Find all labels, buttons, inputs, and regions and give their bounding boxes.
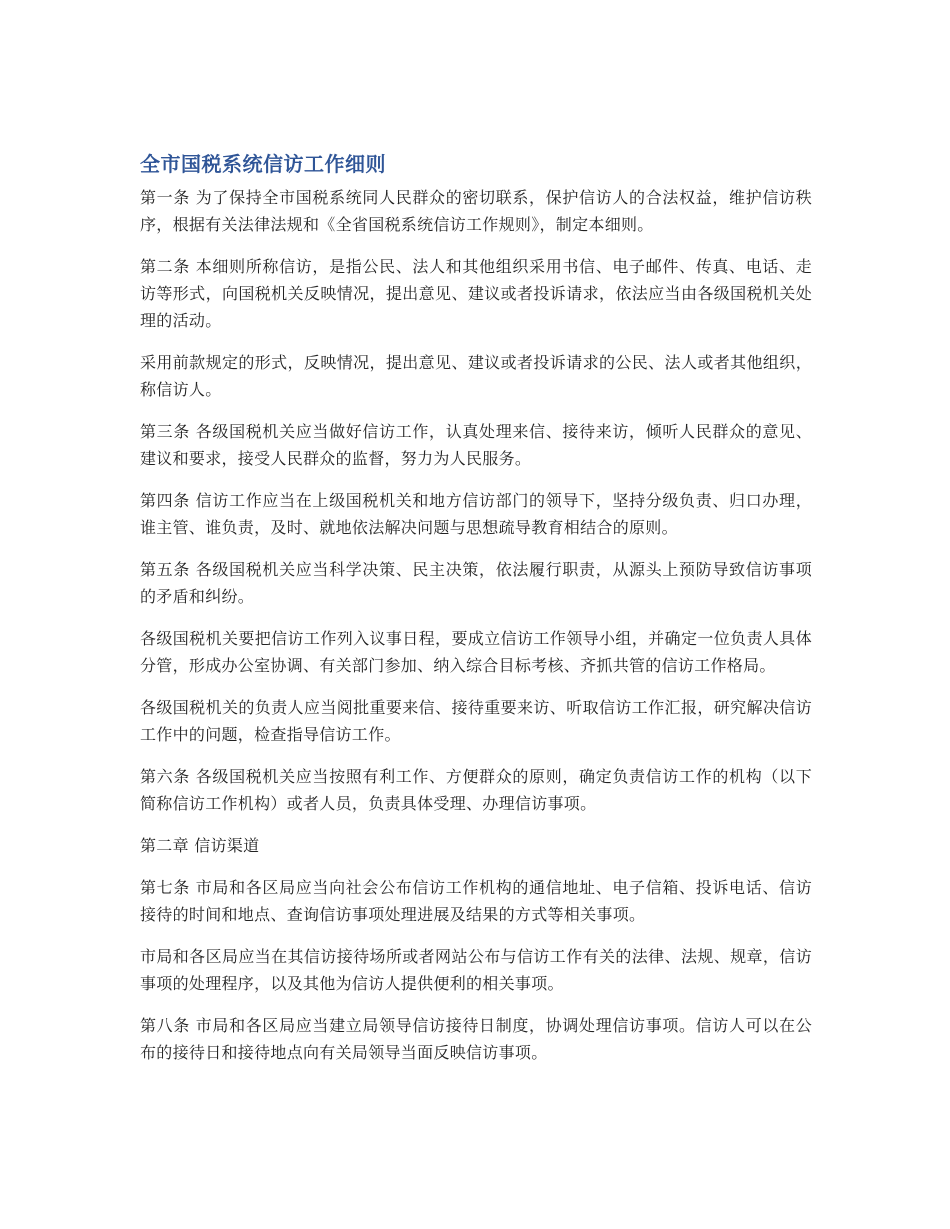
paragraph-article-8: 第八条 市局和各区局应当建立局领导信访接待日制度，协调处理信访事项。信访人可以在公布的接待日和接待地点向有关局领导当面反映信访事项。 bbox=[140, 1016, 812, 1062]
paragraph-article-5: 第五条 各级国税机关应当科学决策、民主决策，依法履行职责，从源头上预防导致信访事项的矛盾和纠纷。 bbox=[140, 560, 812, 606]
paragraph-article-5-clause-3: 各级国税机关的负责人应当阅批重要来信、接待重要来访、听取信访工作汇报，研究解决信访工作中的问题，检查指导信访工作。 bbox=[140, 698, 812, 744]
paragraph-article-5-clause-2: 各级国税机关要把信访工作列入议事日程，要成立信访工作领导小组，并确定一位负责人具体分管，形成办公室协调、有关部门参加、纳入综合目标考核、齐抓共管的信访工作格局。 bbox=[140, 629, 812, 675]
paragraph-article-7: 第七条 市局和各区局应当向社会公布信访工作机构的通信地址、电子信箱、投诉电话、信访接待的时间和地点、查询信访事项处理进展及结果的方式等相关事项。 bbox=[140, 878, 812, 924]
paragraph-article-1: 第一条 为了保持全市国税系统同人民群众的密切联系，保护信访人的合法权益，维护信访秩序，根据有关法律法规和《全省国税系统信访工作规则》，制定本细则。 bbox=[140, 188, 812, 234]
document-title: 全市国税系统信访工作细则 bbox=[140, 152, 386, 176]
document-page bbox=[140, 150, 812, 1081]
paragraph-article-6: 第六条 各级国税机关应当按照有利工作、方便群众的原则，确定负责信访工作的机构（以下简称信访工作机构）或者人员，负责具体受理、办理信访事项。 bbox=[140, 767, 812, 813]
paragraph-article-3: 第三条 各级国税机关应当做好信访工作，认真处理来信、接待来访，倾听人民群众的意见、建议和要求，接受人民群众的监督，努力为人民服务。 bbox=[140, 422, 812, 468]
chapter-heading: 第二章 信访渠道 bbox=[140, 836, 260, 855]
paragraph-article-4: 第四条 信访工作应当在上级国税机关和地方信访部门的领导下，坚持分级负责、归口办理，谁主管、谁负责，及时、就地依法解决问题与思想疏导教育相结合的原则。 bbox=[140, 491, 812, 537]
paragraph-article-2: 第二条 本细则所称信访，是指公民、法人和其他组织采用书信、电子邮件、传真、电话、走访等形式，向国税机关反映情况，提出意见、建议或者投诉请求，依法应当由各级国税机关处理的活动。 bbox=[140, 257, 812, 330]
paragraph-article-7-clause-2: 市局和各区局应当在其信访接待场所或者网站公布与信访工作有关的法律、法规、规章，信访事项的处理程序，以及其他为信访人提供便利的相关事项。 bbox=[140, 947, 812, 993]
paragraph-article-2-clause: 采用前款规定的形式，反映情况，提出意见、建议或者投诉请求的公民、法人或者其他组织，称信访人。 bbox=[140, 353, 812, 399]
